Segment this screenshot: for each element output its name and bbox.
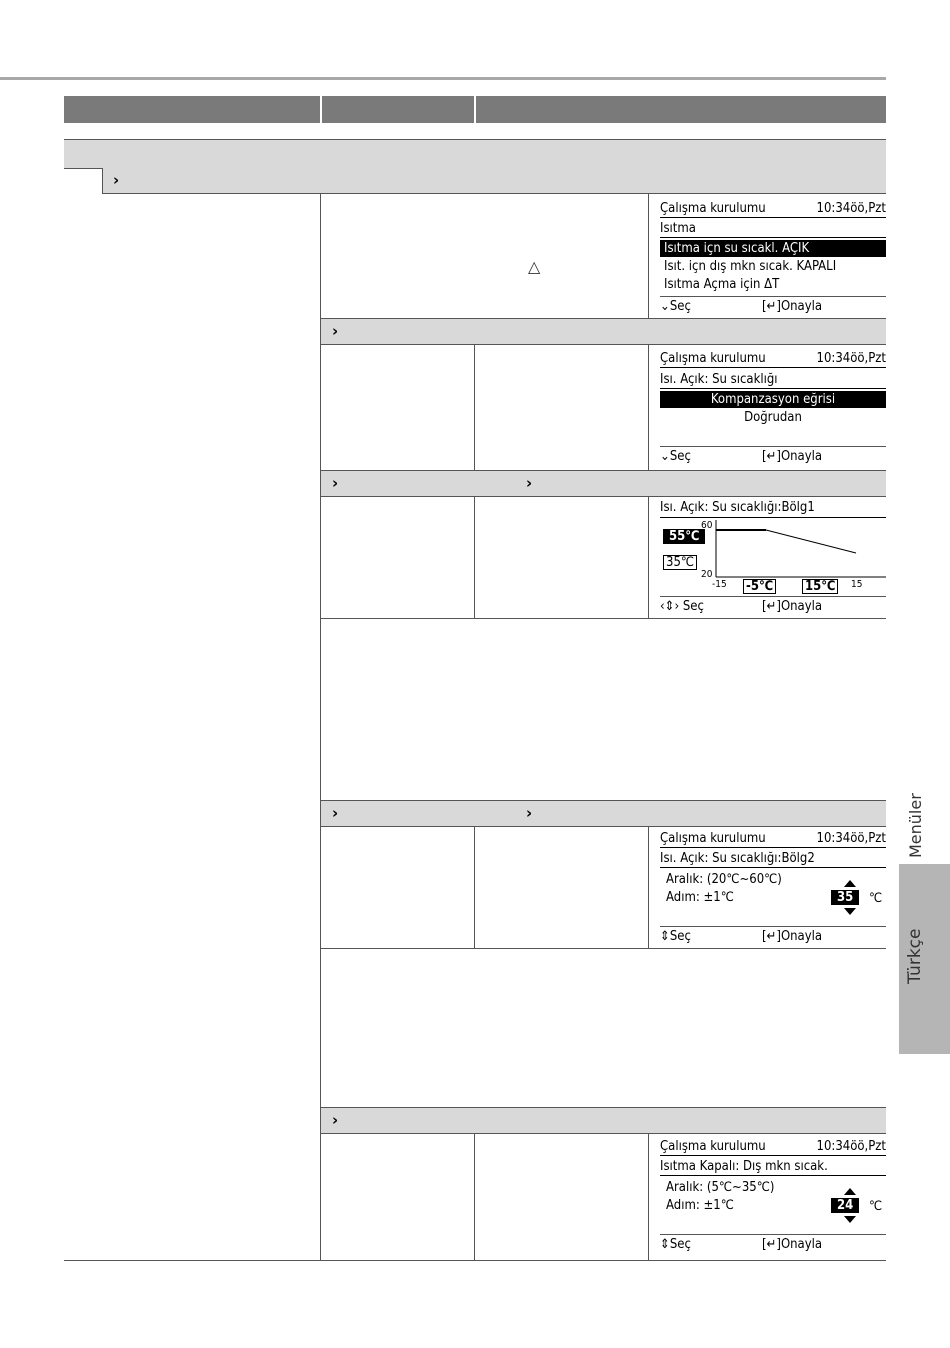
menu-item-selected[interactable]: Isıtma içn su sıcakl. AÇIK bbox=[660, 240, 886, 257]
panel-time: 10:34öö,Pzt bbox=[816, 1139, 886, 1154]
panel-time: 10:34öö,Pzt bbox=[816, 201, 886, 216]
panel-title: Çalışma kurulumu bbox=[660, 351, 766, 366]
divider bbox=[648, 1133, 649, 1260]
confirm-hint: [↵]Onayla bbox=[762, 299, 823, 314]
panel-time: 10:34öö,Pzt bbox=[816, 831, 886, 846]
enter-icon: [↵] bbox=[762, 599, 781, 614]
select-hint: ⇕Seç bbox=[660, 1237, 691, 1252]
top-rule bbox=[0, 77, 886, 80]
row-band bbox=[321, 1107, 886, 1134]
divider bbox=[320, 194, 321, 1260]
panel-title: Çalışma kurulumu bbox=[660, 201, 766, 216]
lcd-panel-zone2 bbox=[660, 830, 886, 946]
y-max-label: 60 bbox=[701, 520, 713, 531]
divider bbox=[321, 618, 886, 619]
panel-title: Isı. Açık: Su sıcaklığı:Bölg1 bbox=[660, 500, 815, 515]
enter-icon: [↵] bbox=[762, 929, 781, 944]
select-hint: ⇕Seç bbox=[660, 929, 691, 944]
divider bbox=[102, 168, 103, 194]
panel-subtitle: Isıtma Kapalı: Dış mkn sıcak. bbox=[660, 1159, 828, 1174]
select-hint: ‹⇕› Seç bbox=[660, 599, 704, 614]
enter-icon: [↵] bbox=[762, 299, 781, 314]
step-text: Adım: ±1℃ bbox=[666, 890, 734, 905]
chevron-icon: › bbox=[332, 1111, 339, 1129]
range-text: Aralık: (5℃~35℃) bbox=[666, 1180, 775, 1195]
x-max-label: 15 bbox=[851, 579, 863, 590]
divider bbox=[648, 194, 649, 318]
lcd-panel-water-temp bbox=[660, 350, 886, 466]
lcd-panel-zone1-curve bbox=[660, 500, 886, 616]
side-tab-language[interactable]: Türkçe bbox=[899, 864, 950, 1054]
panel-title: Çalışma kurulumu bbox=[660, 1139, 766, 1154]
panel-subtitle: Isıtma bbox=[660, 221, 696, 236]
side-tab-menus[interactable]: Menüler bbox=[906, 793, 925, 858]
menu-item[interactable]: Isıtma Açma için ΔT bbox=[664, 277, 780, 292]
divider bbox=[474, 826, 475, 948]
table-header-col1 bbox=[64, 96, 320, 123]
warning-triangle-icon: △ bbox=[528, 257, 541, 276]
divider bbox=[474, 344, 475, 470]
step-text: Adım: ±1℃ bbox=[666, 1198, 734, 1213]
option-selected[interactable]: Kompanzasyon eğrisi bbox=[660, 391, 886, 408]
confirm-hint: [↵]Onayla bbox=[762, 929, 823, 944]
outdoor-low-value[interactable]: -5℃ bbox=[743, 579, 776, 594]
row-band bbox=[321, 470, 886, 497]
menu-item[interactable]: Isıt. içn dış mkn sıcak. KAPALI bbox=[664, 259, 837, 274]
bottom-rule bbox=[64, 1260, 886, 1261]
value-box[interactable]: 35 bbox=[831, 890, 859, 905]
chevron-icon: › bbox=[526, 804, 533, 822]
x-min-label: -15 bbox=[712, 579, 727, 590]
chevron-icon: › bbox=[113, 171, 120, 189]
increase-arrow-icon[interactable] bbox=[844, 880, 856, 887]
divider bbox=[474, 496, 475, 618]
chevron-icon: › bbox=[332, 474, 339, 492]
panel-subtitle: Isı. Açık: Su sıcaklığı bbox=[660, 372, 778, 387]
increase-arrow-icon[interactable] bbox=[844, 1188, 856, 1195]
panel-time: 10:34öö,Pzt bbox=[816, 351, 886, 366]
divider bbox=[648, 496, 649, 618]
option[interactable]: Doğrudan bbox=[744, 410, 802, 425]
section-band bbox=[64, 139, 886, 169]
enter-icon: [↵] bbox=[762, 449, 781, 464]
select-hint: ⌄Seç bbox=[660, 449, 691, 464]
decrease-arrow-icon[interactable] bbox=[844, 1216, 856, 1223]
lcd-panel-heating-off bbox=[660, 1138, 886, 1256]
subsection-band bbox=[102, 168, 886, 194]
divider bbox=[648, 826, 649, 948]
lcd-panel-heating bbox=[660, 200, 886, 316]
outdoor-high-value[interactable]: 15℃ bbox=[802, 579, 838, 594]
confirm-hint: [↵]Onayla bbox=[762, 599, 823, 614]
unit-label: ℃ bbox=[869, 891, 883, 906]
water-high-value[interactable]: 55℃ bbox=[663, 529, 705, 544]
decrease-arrow-icon[interactable] bbox=[844, 908, 856, 915]
panel-title: Çalışma kurulumu bbox=[660, 831, 766, 846]
panel-subtitle: Isı. Açık: Su sıcaklığı:Bölg2 bbox=[660, 851, 815, 866]
enter-icon: [↵] bbox=[762, 1237, 781, 1252]
confirm-hint: [↵]Onayla bbox=[762, 449, 823, 464]
select-hint: ⌄Seç bbox=[660, 299, 691, 314]
y-min-label: 20 bbox=[701, 569, 713, 580]
value-box[interactable]: 24 bbox=[831, 1198, 859, 1213]
row-band bbox=[321, 800, 886, 827]
range-text: Aralık: (20℃~60℃) bbox=[666, 872, 782, 887]
unit-label: ℃ bbox=[869, 1199, 883, 1214]
divider bbox=[648, 344, 649, 470]
row-band bbox=[321, 318, 886, 345]
chevron-icon: › bbox=[332, 804, 339, 822]
divider bbox=[321, 948, 886, 949]
confirm-hint: [↵]Onayla bbox=[762, 1237, 823, 1252]
chevron-icon: › bbox=[332, 322, 339, 340]
table-header-col3 bbox=[476, 96, 886, 123]
divider bbox=[474, 1133, 475, 1260]
chevron-icon: › bbox=[526, 474, 533, 492]
water-low-value[interactable]: 35℃ bbox=[663, 555, 697, 570]
table-header-col2 bbox=[322, 96, 474, 123]
